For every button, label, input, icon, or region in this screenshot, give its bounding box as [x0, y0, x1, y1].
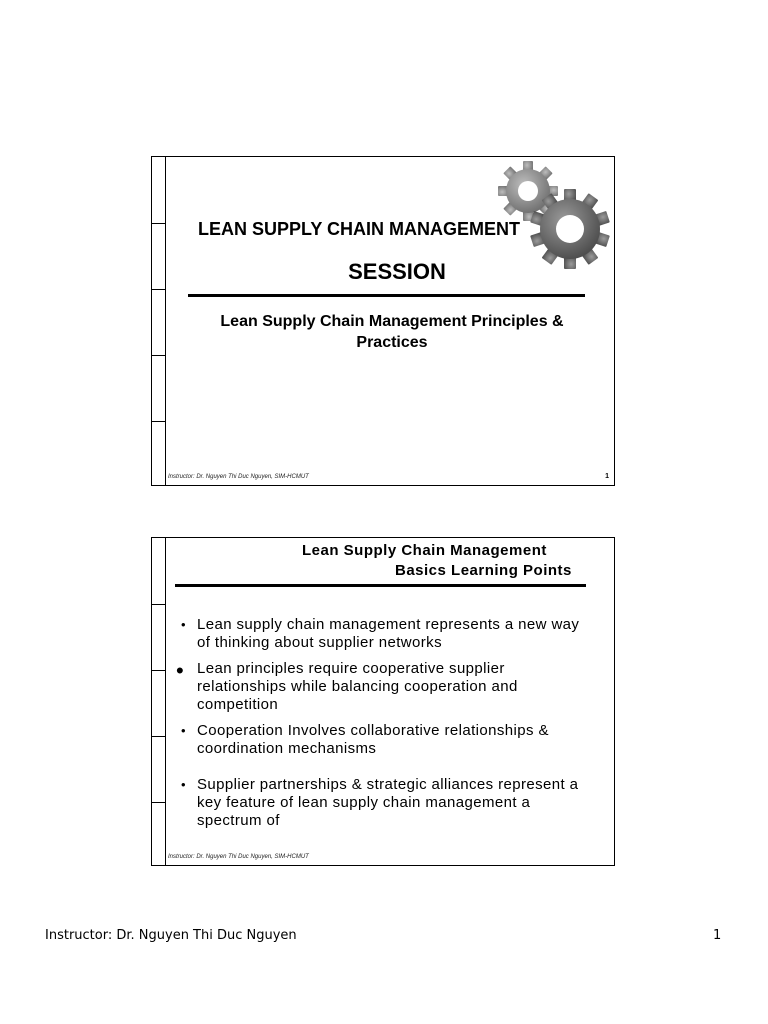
bullet-text: Lean supply chain management represents a new way of thinking about supplier networks	[197, 616, 580, 651]
notes-margin	[152, 157, 166, 485]
margin-tick	[152, 223, 165, 224]
margin-tick	[152, 355, 165, 356]
list-item	[174, 776, 584, 830]
margin-tick	[152, 289, 165, 290]
slide-title-line-2: Basics Learning Points	[395, 562, 572, 579]
bullet-icon: •	[181, 777, 186, 792]
slide-footer-instructor: Instructor: Dr. Nguyen Thi Duc Nguyen, SIM-HCMUT	[168, 474, 309, 480]
subtitle-line-2: Practices	[356, 334, 428, 351]
slide-title-line-1: Lean Supply Chain Management	[302, 542, 547, 559]
bullet-text: Lean principles require cooperative supplier relationships while balancing cooperation and competition	[197, 660, 518, 713]
slide-subtitle	[192, 311, 592, 353]
margin-tick	[152, 736, 165, 737]
bullet-icon: •	[176, 658, 185, 683]
subtitle-line-1: Lean Supply Chain Management Principles &	[220, 313, 564, 330]
margin-tick	[152, 802, 165, 803]
slide-title: LEAN SUPPLY CHAIN MANAGEMENT	[198, 219, 521, 239]
slide-1	[151, 156, 615, 486]
margin-tick	[152, 421, 165, 422]
bullet-icon: •	[181, 723, 186, 738]
slide-number: 1	[605, 473, 609, 480]
bullet-text: Supplier partnerships & strategic alliances represent a key feature of lean supply chain management a spectrum of	[197, 776, 579, 829]
bullet-icon: •	[181, 617, 186, 632]
list-item	[174, 722, 584, 758]
divider	[175, 584, 586, 587]
list-item	[174, 616, 584, 652]
margin-tick	[152, 670, 165, 671]
gears-icon	[496, 159, 616, 273]
slide-footer-instructor: Instructor: Dr. Nguyen Thi Duc Nguyen, SIM-HCMUT	[168, 854, 309, 860]
margin-tick	[152, 604, 165, 605]
page-footer-instructor: Instructor: Dr. Nguyen Thi Duc Nguyen	[45, 928, 297, 943]
bullet-text: Cooperation Involves collaborative relationships & coordination mechanisms	[197, 722, 549, 757]
notes-margin	[152, 538, 166, 865]
divider	[188, 294, 585, 297]
session-heading: SESSION	[348, 259, 446, 284]
slide-2	[151, 537, 615, 866]
page-number: 1	[713, 928, 722, 943]
learning-points-list	[174, 616, 584, 838]
list-item	[174, 660, 584, 714]
